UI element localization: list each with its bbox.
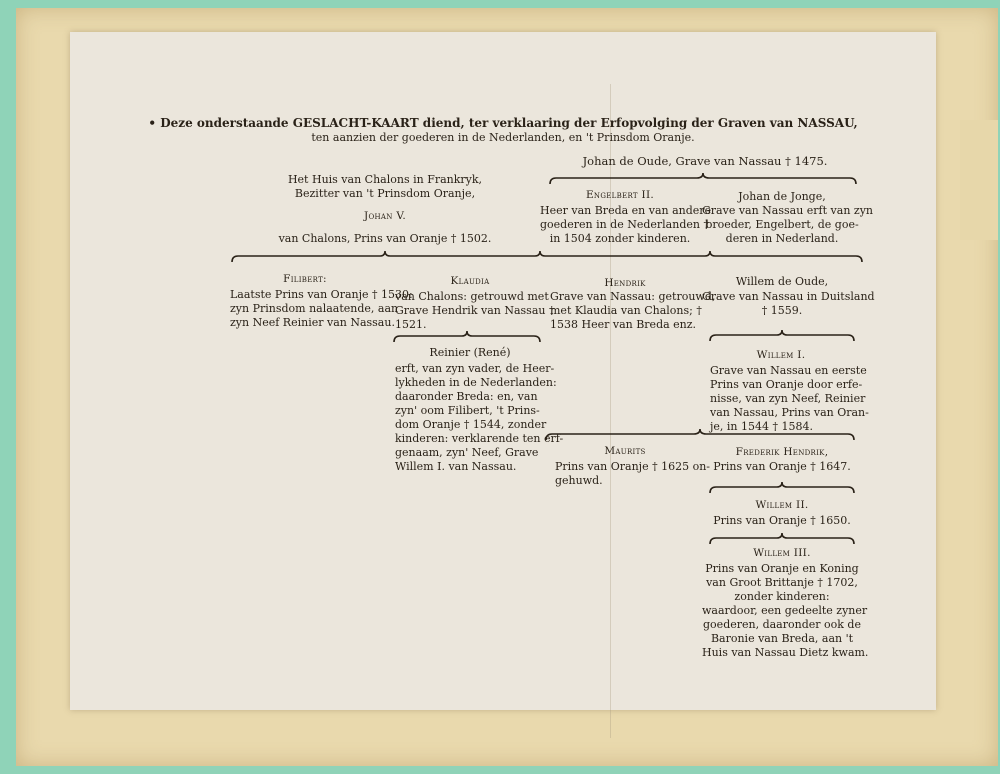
bracket-frederik-hendrik <box>708 481 856 495</box>
chalons-johan-v-name: Johan V. <box>363 210 407 222</box>
willem-iii-line: waardoor, een gedeelte zyner <box>702 604 868 617</box>
willem-i-line: je, in 1544 † 1584. <box>710 420 813 433</box>
hendrik-line2: met Klaudia van Chalons; † <box>550 304 702 317</box>
reinier-line: kinderen: verklarende ten erf- <box>395 432 564 445</box>
reinier-line: dom Oranje † 1544, zonder <box>395 418 547 431</box>
maurits-line1: Prins van Oranje † 1625 on- <box>555 460 711 473</box>
reinier-line: genaam, zyn' Neef, Grave <box>395 446 539 459</box>
reinier-line: zyn' oom Filibert, 't Prins- <box>395 404 540 417</box>
mount-edge <box>960 120 998 240</box>
bracket-willem-ii <box>708 532 856 546</box>
filibert-name: Filibert: <box>283 273 327 285</box>
willem-i-line: van Nassau, Prins van Oran- <box>710 406 869 419</box>
willem-i-line: Prins van Oranje door erfe- <box>710 378 863 391</box>
bracket-willem-de-oude <box>708 329 856 343</box>
engelbert-line2: goederen in de Nederlanden † <box>540 218 709 231</box>
willem-i-line: nisse, van zyn Neef, Reinier <box>710 392 866 405</box>
reinier-line: Willem I. van Nassau. <box>395 460 517 473</box>
engelbert-name: Engelbert II. <box>585 189 655 201</box>
reinier-name: Reinier (René) <box>429 346 511 359</box>
willem-iii-line: zonder kinderen: <box>734 590 830 603</box>
genealogy-sheet <box>70 32 936 710</box>
klaudia-line2: Grave Hendrik van Nassau † <box>395 304 555 317</box>
filibert-line2: zyn Prinsdom nalaatende, aan <box>230 302 399 315</box>
willem-de-oude-line1: Grave van Nassau in Duitsland <box>702 290 875 303</box>
klaudia-line3: 1521. <box>395 318 427 331</box>
willem-i-name: Willem I. <box>756 349 806 361</box>
maurits-name: Maurits <box>604 445 646 457</box>
chalons-johan-v-desc: van Chalons, Prins van Oranje † 1502. <box>278 232 492 245</box>
chalons-house-line2: Bezitter van 't Prinsdom Oranje, <box>294 187 476 200</box>
klaudia-name: Klaudia <box>450 275 490 287</box>
willem-de-oude-line2: † 1559. <box>761 304 803 317</box>
willem-iii-line: Huis van Nassau Dietz kwam. <box>702 646 869 659</box>
willem-ii-line1: Prins van Oranje † 1650. <box>713 514 851 527</box>
hendrik-line1: Grave van Nassau: getrouwd, <box>550 290 716 303</box>
chart-title-line1: • Deze onderstaande GESLACHT-KAART diend, ter verklaaring der Erfopvolging der Graven van NASSAU, <box>148 116 858 130</box>
willem-iii-name: Willem III. <box>753 547 811 559</box>
johan-de-jonge-line2: broeder, Engelbert, de goe- <box>705 218 859 231</box>
frederik-hendrik-name: Frederik Hendrik, <box>735 446 829 458</box>
chalons-house-line1: Het Huis van Chalons in Frankryk, <box>287 173 483 186</box>
hendrik-name: Hendrik <box>604 277 646 289</box>
engelbert-line3: in 1504 zonder kinderen. <box>549 232 691 245</box>
maurits-line2: gehuwd. <box>555 474 603 487</box>
klaudia-line1: van Chalons: getrouwd met <box>395 290 549 303</box>
willem-iii-line: Prins van Oranje en Koning <box>705 562 859 575</box>
johan-de-jonge-line3: deren in Nederland. <box>725 232 839 245</box>
willem-iii-line: van Groot Brittanje † 1702, <box>706 576 858 589</box>
willem-ii-name: Willem II. <box>755 499 809 511</box>
willem-i-line: Grave van Nassau en eerste <box>710 364 867 377</box>
engelbert-line1: Heer van Breda en van andere <box>540 204 712 217</box>
johan-de-jonge-line1: Grave van Nassau erft van zyn <box>702 204 873 217</box>
bracket-root <box>548 172 858 186</box>
bracket-willem-i <box>544 428 856 442</box>
filibert-line1: Laatste Prins van Oranje † 1530: <box>230 288 413 301</box>
chart-title-line2: ten aanzien der goederen in de Nederlanden, en 't Prinsdom Oranje. <box>311 131 695 144</box>
bracket-generation-2 <box>230 250 864 264</box>
willem-iii-line: goederen, daaronder ook de <box>703 618 861 631</box>
reinier-line: daaronder Breda: en, van <box>395 390 538 403</box>
root-johan-de-oude: Johan de Oude, Grave van Nassau † 1475. <box>582 154 828 168</box>
bracket-klaudia <box>392 330 542 344</box>
reinier-line: lykheden in de Nederlanden: <box>395 376 557 389</box>
hendrik-line3: 1538 Heer van Breda enz. <box>550 318 697 331</box>
willem-de-oude-name: Willem de Oude, <box>735 275 829 288</box>
willem-iii-line: Baronie van Breda, aan 't <box>710 632 854 645</box>
filibert-line3: zyn Neef Reinier van Nassau. <box>230 316 395 329</box>
johan-de-jonge-name: Johan de Jonge, <box>738 190 826 203</box>
reinier-line: erft, van zyn vader, de Heer- <box>395 362 555 375</box>
frederik-hendrik-line1: Prins van Oranje † 1647. <box>713 460 851 473</box>
